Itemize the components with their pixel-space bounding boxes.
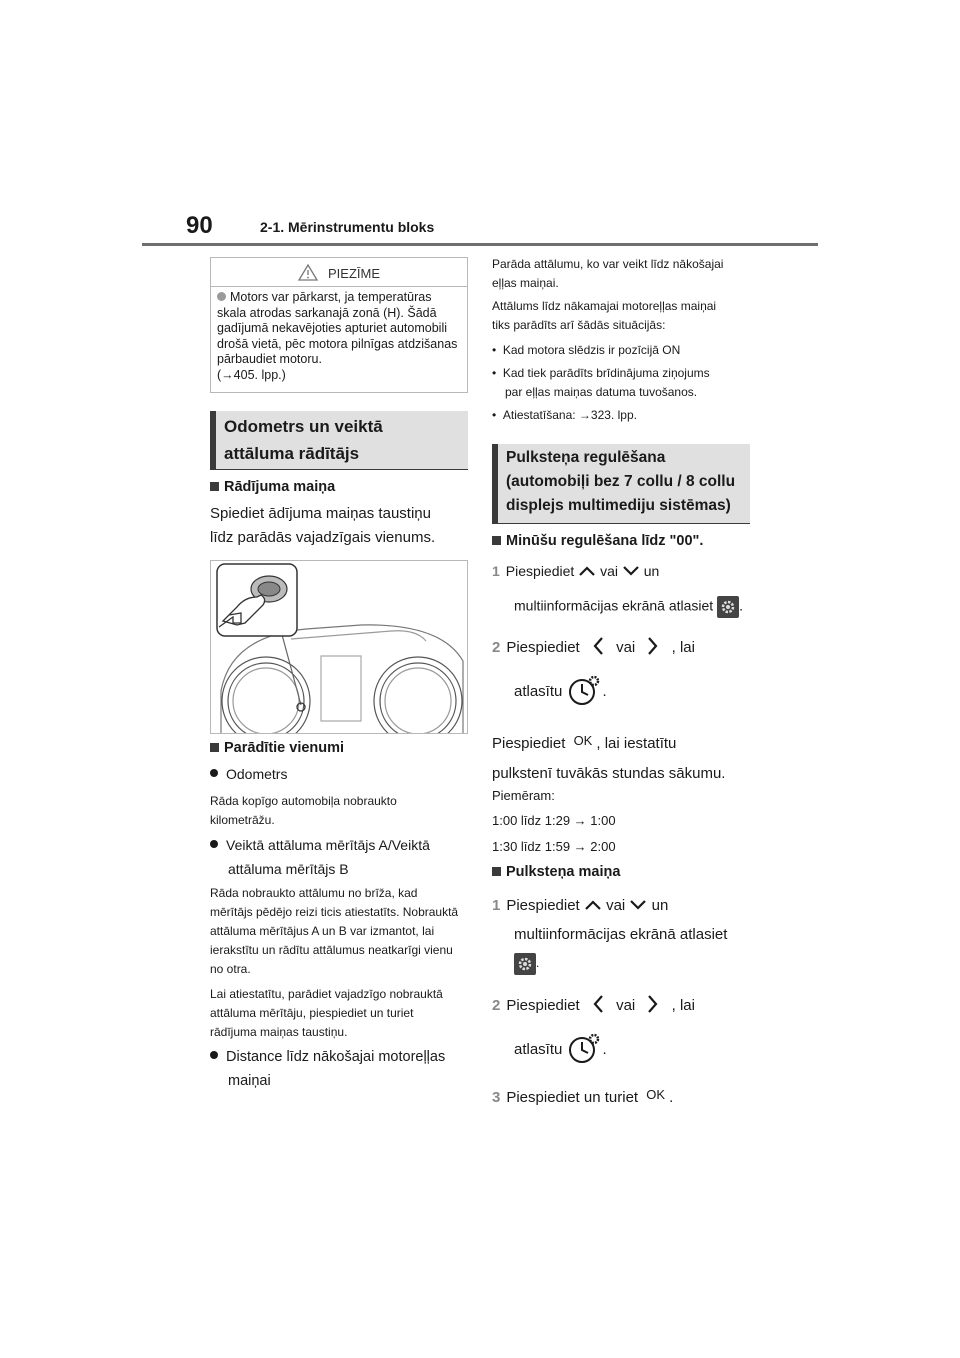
notice-box: [210, 257, 468, 393]
clock-step-1-icon: .: [514, 953, 539, 975]
chevron-right-icon: [647, 636, 659, 660]
odometer-desc: Rāda kopīgo automobiļa nobraukto kilometrāžu.: [210, 794, 397, 827]
chapter-title: 2-1. Mērinstrumentu bloks: [260, 219, 435, 235]
ok-instruction: Piespiediet OK , lai iestatītu pulkstenī tuvākās stundas sākumu.: [492, 733, 726, 782]
item-odometer: Odometrs: [210, 762, 287, 786]
bullet-icon: [210, 840, 218, 848]
notice-text: Motors var pārkarst, ja temperatūras skala atrodas sarkanajā zonā (H). Šādā gadījumā nekavējoties apturiet automobili drošā vietā, pēc motora pilnīgas atdzišanas pārbaudiet motoru. (→405. lpp.): [217, 290, 461, 383]
square-bullet-icon: [210, 743, 219, 752]
step-2-cont: atlasītu .: [514, 674, 607, 710]
bullet-icon: [217, 292, 226, 301]
clock-settings-icon: [567, 1032, 603, 1068]
list-item: • Kad tiek parādīts brīdinājuma ziņojums: [492, 366, 710, 380]
subheading-clock-change: Pulksteņa maiņa: [492, 864, 620, 880]
example-label: Piemēram:: [492, 788, 555, 803]
bullet-icon: [210, 769, 218, 777]
item-trip-meter: Veiktā attāluma mērītājs A/Veiktā attāluma mērītājs B: [210, 833, 430, 881]
list-item: • Kad motora slēdzis ir pozīcijā ON: [492, 343, 681, 357]
trip-meter-desc: Rāda nobraukto attālumu no brīža, kad mērītājs pēdējo reizi ticis atiestatīts. Nobrauktā attāluma mērītājus A un B var izmantot, lai ierakstītu un rādītu attālumus neatkarīgi vienu no otra.: [210, 886, 459, 976]
subheading-display-change: Rādījuma maiņa: [210, 479, 335, 495]
subheading-minute-adjust: Minūšu regulēšana līdz "00".: [492, 533, 703, 549]
instrument-cluster-illustration: [210, 560, 468, 734]
item-oil-change-distance: Distance līdz nākošajai motoreļļas maiņai: [210, 1045, 445, 1093]
chevron-left-icon: [592, 994, 604, 1018]
bullet-icon: [210, 1051, 218, 1059]
chevron-up-icon: [584, 898, 602, 915]
page-number: 90: [186, 212, 213, 239]
subheading-displayed-items: Parādītie vienumi: [210, 740, 344, 756]
chevron-right-icon: [647, 994, 659, 1018]
clock-step-3: 3 Piespiediet un turiet OK .: [492, 1087, 674, 1106]
square-bullet-icon: [210, 482, 219, 491]
square-bullet-icon: [492, 867, 501, 876]
notice-header: [211, 264, 467, 284]
warning-triangle-icon: [298, 264, 318, 284]
chevron-down-icon: [629, 898, 647, 915]
clock-step-2: 2 Piespiediet vai , lai: [492, 994, 695, 1018]
clock-step-1-cont: multiinformācijas ekrānā atlasiet: [514, 926, 728, 943]
notice-ref: (→405. lpp.): [217, 367, 286, 382]
header-divider: [142, 243, 818, 246]
oil-change-situations: Attālums līdz nākamajai motoreļļas maiņai tiks parādīts arī šādās situācijās:: [492, 299, 717, 332]
step-2: 2 Piespiediet vai , lai: [492, 636, 695, 660]
chevron-down-icon: [622, 564, 640, 580]
trip-meter-reset-desc: Lai atiestatītu, parādiet vajadzīgo nobrauktā attāluma mērītāju, piespiediet un turiet rādījuma maiņas taustiņu.: [210, 987, 443, 1039]
situation-list: • Kad motora slēdzis ir pozīcijā ON • Kad tiek parādīts brīdinājuma ziņojums par eļļas maiņas datuma tuvošanos. • Atiestatīšana: →323. lpp.: [492, 341, 710, 425]
clock-step-1: 1 Piespiediet vai un: [492, 897, 669, 914]
step-1-cont: multiinformācijas ekrānā atlasiet .: [514, 596, 743, 618]
notice-divider: [211, 286, 467, 287]
example-1: 1:00 līdz 1:29 → 1:00: [492, 813, 616, 828]
ok-button-label: OK: [573, 733, 593, 748]
chevron-left-icon: [592, 636, 604, 660]
oil-change-desc: Parāda attālumu, ko var veikt līdz nākošajai eļļas maiņai.: [492, 257, 724, 290]
section-header-clock: Pulksteņa regulēšana (automobiļi bez 7 collu / 8 collu displejs multimediju sistēmas): [492, 444, 750, 524]
example-2: 1:30 līdz 1:59 → 2:00: [492, 839, 616, 854]
clock-step-2-cont: atlasītu .: [514, 1032, 607, 1068]
settings-gear-icon: [717, 596, 739, 618]
ok-button-label: OK: [646, 1087, 666, 1102]
notice-title: PIEZĪME: [327, 266, 380, 281]
step-1: 1 Piespiediet vai un: [492, 563, 660, 579]
clock-settings-icon: [567, 674, 603, 710]
section-header-odometer: Odometrs un veiktā attāluma rādītājs: [210, 411, 468, 470]
chevron-up-icon: [578, 564, 596, 580]
list-item: • Atiestatīšana: →323. lpp.: [492, 408, 637, 422]
square-bullet-icon: [492, 536, 501, 545]
settings-gear-icon: [514, 953, 536, 975]
display-change-text: Spiediet ādījuma maiņas taustiņu līdz parādās vajadzīgais vienums.: [210, 505, 436, 546]
